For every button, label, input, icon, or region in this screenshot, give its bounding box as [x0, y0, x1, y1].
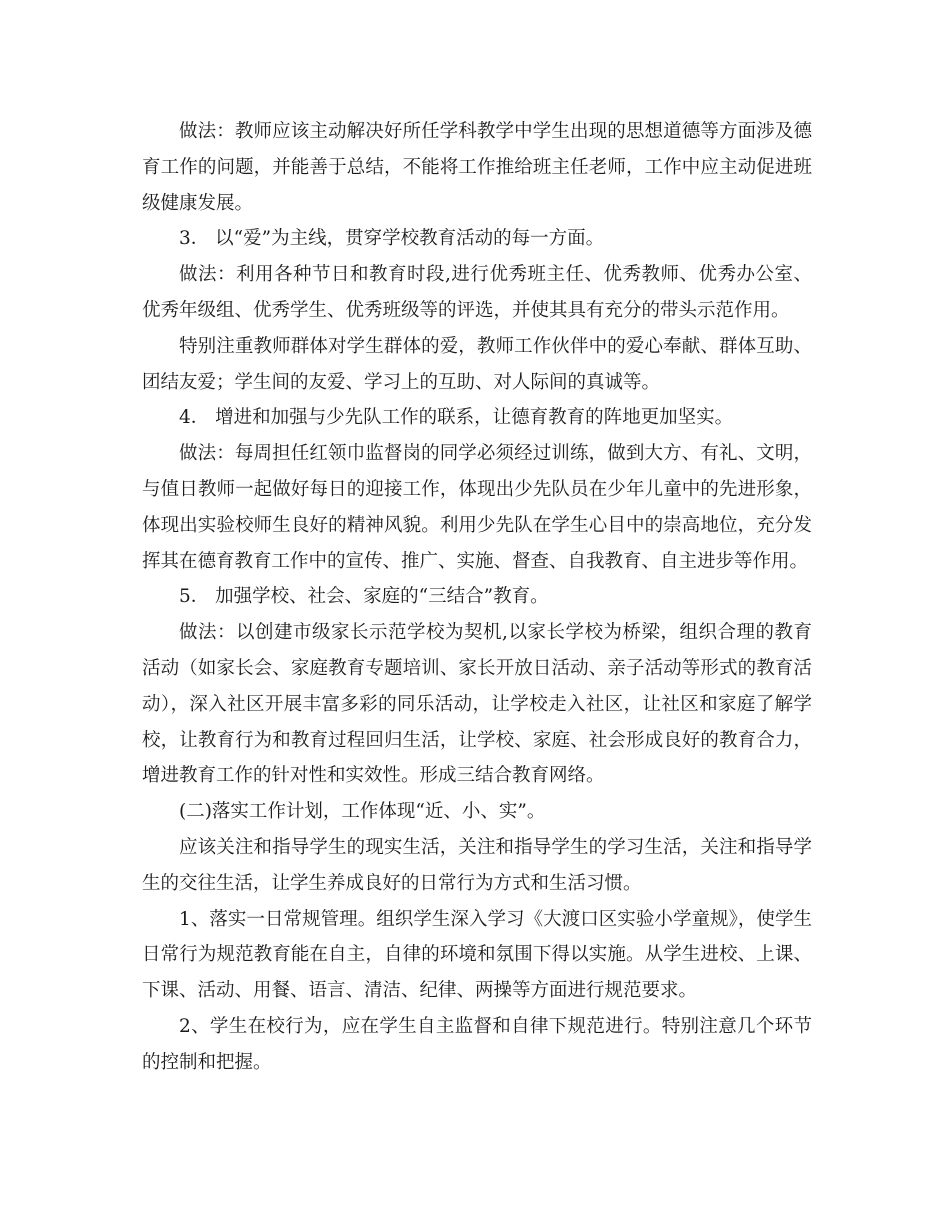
heading-item-5: 5． 加强学校、社会、家庭的“三结合”教育。 — [179, 586, 549, 608]
paragraph-11: 1、落实一日常规管理。组织学生深入学习《大渡口区实验小学童规》，使学生日常行为规范教育能在自主，自律的环境和氛围下得以实施。从学生进校、上课、下课、活动、用餐、语言、清洁、纪律、两操等方面进行规范要求。 — [142, 908, 812, 1002]
paragraph-3: 做法：利用各种节日和教育时段,进行优秀班主任、优秀教师、优秀办公室、优秀年级组、优秀学生、优秀班级等的评选，并使其具有充分的带头示范作用。 — [142, 264, 812, 321]
paragraph-12: 2、学生在校行为，应在学生自主监督和自律下规范进行。特别注意几个环节的控制和把握。 — [142, 1015, 812, 1073]
paragraph-1: 做法：教师应该主动解决好所任学科教学中学生出现的思想道德等方面涉及德育工作的问题，并能善于总结，不能将工作推给班主任老师，工作中应主动促进班级健康发展。 — [142, 121, 812, 214]
paragraph-8: 做法：以创建市级家长示范学校为契机,以家长学校为桥梁，组织合理的教育活动（如家长会、家庭教育专题培训、家长开放日活动、亲子活动等形式的教育活动），深入社区开展丰富多彩的同乐活动，让学校走入社区，让社区和家庭了解学校，让教育行为和教育过程回归生活，让学校、家庭、社会形成良好的教育合力，增进教育工作的针对性和实效性。形成三结合教育网络。 — [142, 622, 812, 787]
section-heading-2: (二)落实工作计划，工作体现“近、小、实”。 — [179, 801, 546, 823]
paragraph-4: 特别注重教师群体对学生群体的爱，教师工作伙伴中的爱心奉献、群体互助、团结友爱；学生间的友爱、学习上的互助、对人际间的真诚等。 — [142, 335, 812, 393]
document-body — [142, 114, 812, 1081]
paragraph-10: 应该关注和指导学生的现实生活，关注和指导学生的学习生活，关注和指导学生的交往生活，让学生养成良好的日常行为方式和生活习惯。 — [142, 836, 812, 894]
heading-item-4: 4． 增进和加强与少先队工作的联系，让德育教育的阵地更加坚实。 — [179, 407, 734, 429]
paragraph-6: 做法：每周担任红领巾监督岗的同学必须经过训练，做到大方、有礼、文明，与值日教师一起做好每日的迎接工作，体现出少先队员在少年儿童中的先进形象，体现出实验校师生良好的精神风貌。利用少先队在学生心目中的崇高地位，充分发挥其在德育教育工作中的宣传、推广、实施、督查、自我教育、自主进步等作用。 — [142, 443, 812, 572]
heading-item-3: 3． 以“爱”为主线，贯穿学校教育活动的每一方面。 — [179, 228, 605, 250]
